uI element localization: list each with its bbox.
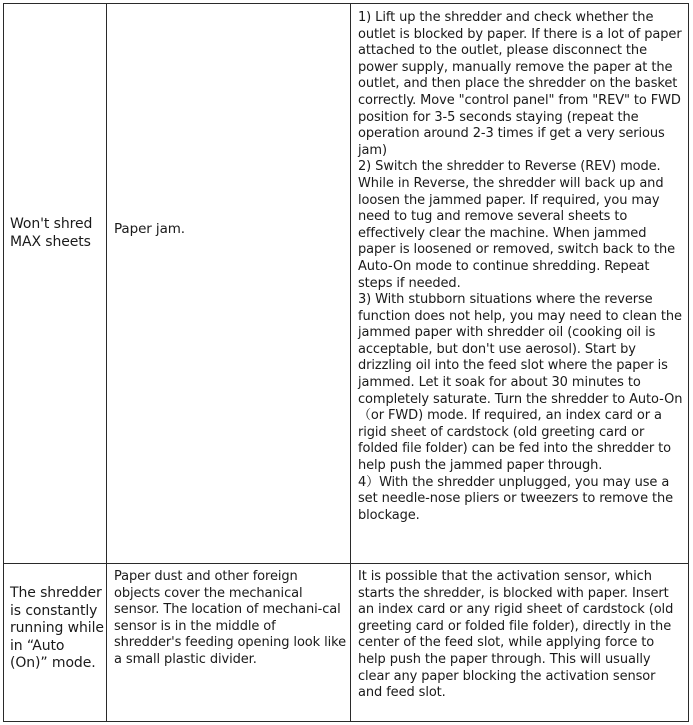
row2-problem bbox=[10, 585, 104, 673]
row1-problem bbox=[10, 216, 104, 251]
row1-problem-text: Won't shred MAX sheets bbox=[10, 216, 93, 250]
column-divider-1 bbox=[106, 3, 107, 722]
row2-solution-text: It is possible that the activation sensor, which starts the shredder, is blocked with paper. Insert an index card or any rigid sheet of cardstock (old greeting card or folded file folder), directly in the center of the feed slot, while applying force to help push the paper through. This will usually clear any paper blocking the activation sensor and feed slot. bbox=[358, 569, 674, 701]
solution-step-3: 3) With stubborn situations where the reverse function does not help, you may need to clean the jammed paper with shredder oil (cooking oil is acceptable, but don't use aerosol). Start by drizzling oil into the feed slot where the paper is jammed. Let it soak for about 30 minutes to completely saturate. Turn the shredder to Auto-On （or FWD) mode. If required, an index card or a rigid sheet of cardstock (old greeting card or folded file folder) can be fed into the shredder to help push the jammed paper through. bbox=[358, 292, 683, 474]
row2-cause-text: Paper dust and other foreign objects cover the mechanical sensor. The location of mechani-cal sensor is in the middle of shredder's feeding opening look like a small plastic divider. bbox=[114, 569, 346, 667]
row2-problem-text: The shredder is constantly running while in “Auto (On)” mode. bbox=[10, 585, 104, 671]
solution-step-2: 2) Switch the shredder to Reverse (REV) mode. While in Reverse, the shredder will back up and loosen the jammed paper. If required, you may need to tug and remove several sheets to effectively clear the machine. When jammed paper is loosened or removed, switch back to the Auto-On mode to continue shredding. Repeat steps if needed. bbox=[358, 159, 676, 291]
solution-step-1: 1) Lift up the shredder and check whether the outlet is blocked by paper. If there is a lot of paper attached to the outlet, please disconnect the power supply, manually remove the paper at the outlet, and then place the shredder on the basket correctly. Move "control panel" from "REV" to FWD position for 3-5 seconds staying (repeat the operation around 2-3 times if get a very serious jam) bbox=[358, 10, 682, 158]
column-divider-2 bbox=[350, 3, 351, 722]
row1-cause bbox=[114, 221, 344, 238]
row2-solution bbox=[358, 569, 683, 702]
row1-cause-text: Paper jam. bbox=[114, 221, 185, 237]
row-divider bbox=[3, 563, 689, 564]
row2-cause bbox=[114, 569, 346, 669]
solution-step-4: 4）With the shredder unplugged, you may use a set needle-nose pliers or tweezers to remove the blockage. bbox=[358, 474, 674, 523]
row1-solution bbox=[358, 10, 683, 524]
